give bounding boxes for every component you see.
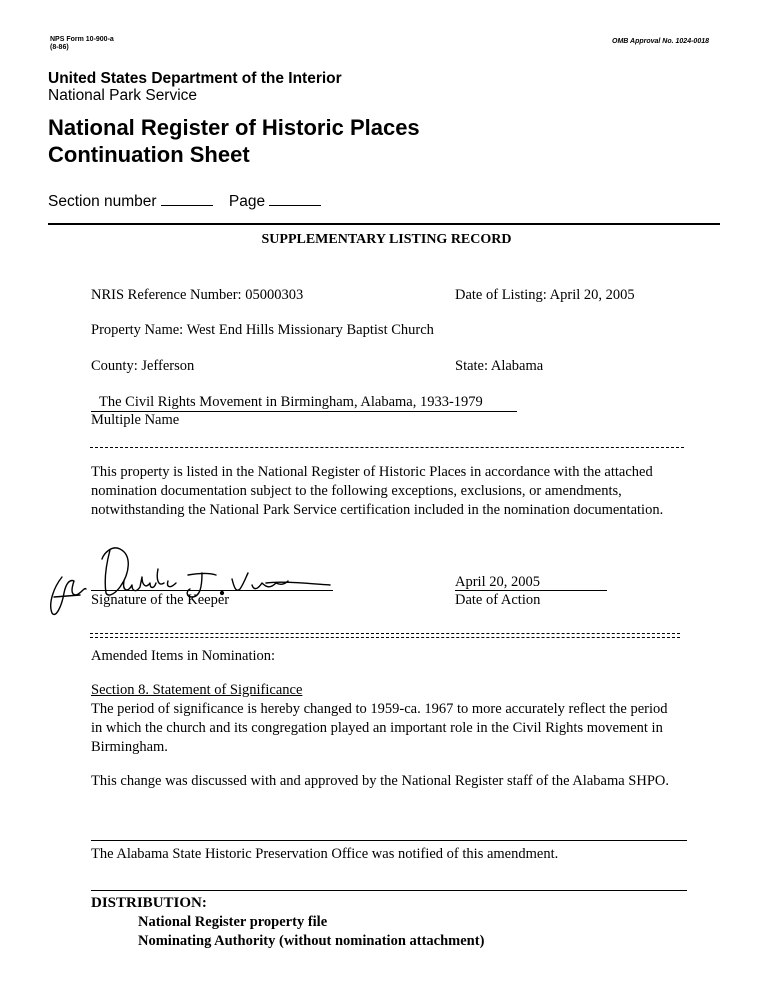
date-of-listing: Date of Listing: April 20, 2005 [455, 287, 635, 303]
dashed-divider [90, 447, 684, 448]
page-title: National Register of Historic Places [48, 115, 420, 140]
amendment-text: The period of significance is hereby changed to 1959-ca. 1967 to more accurately reflect the period in which the church and its congregation played an important role in the Civil Rights movement in Birmingham. [91, 701, 668, 755]
distribution-item: Nominating Authority (without nomination attachment) [138, 933, 485, 949]
service-name: National Park Service [48, 87, 198, 104]
shpo-notice: The Alabama State Historic Preservation Office was notified of this amendment. [91, 846, 559, 862]
page-blank [269, 205, 321, 206]
section-number-label: Section number [48, 193, 157, 210]
page-subtitle: Continuation Sheet [48, 142, 250, 167]
distribution-item: National Register property file [138, 914, 328, 930]
property-name: Property Name: West End Hills Missionary Baptist Church [91, 322, 434, 338]
record-heading: SUPPLEMENTARY LISTING RECORD [261, 232, 512, 247]
state: State: Alabama [455, 358, 544, 374]
section-number-blank [161, 205, 213, 206]
multiple-name-value: The Civil Rights Movement in Birmingham, Alabama, 1933-1979 [91, 394, 517, 412]
form-number [50, 36, 114, 52]
date-line [455, 590, 607, 591]
county: County: Jefferson [91, 358, 195, 374]
distribution-heading: DISTRIBUTION: [91, 895, 207, 911]
page-label: Page [228, 193, 266, 210]
omb-approval: OMB Approval No. 1024-0018 [612, 38, 709, 45]
form-id: NPS Form 10-900-a [50, 36, 114, 43]
header-divider [48, 223, 720, 225]
amended-section: Section 8. Statement of Significance [91, 682, 303, 698]
signature-label: Signature of the Keeper [91, 592, 230, 608]
form-date: (8-86) [50, 44, 69, 51]
approval-text: This change was discussed with and approved by the National Register staff of the Alabama SHPO. [91, 773, 669, 789]
multiple-name-label: Multiple Name [91, 412, 180, 428]
double-dashed-divider [90, 633, 680, 638]
keeper-signature [40, 535, 340, 630]
section-page-line [48, 193, 325, 211]
rule-above-distribution [91, 890, 687, 891]
listing-statement: This property is listed in the National Register of Historic Places in accordance with the attached nomination documentation subject to the following exceptions, exclusions, or amendments, notwithstanding the National Park Service certification included in the nomination documentation. [91, 464, 664, 518]
action-date: April 20, 2005 [455, 574, 540, 590]
signature-line [91, 590, 333, 591]
rule-above-notice [91, 840, 687, 841]
nris-number: NRIS Reference Number: 05000303 [91, 287, 304, 303]
date-of-action-label: Date of Action [455, 592, 541, 608]
agency-name: United States Department of the Interior [48, 70, 342, 87]
amended-items-heading: Amended Items in Nomination: [91, 648, 276, 664]
